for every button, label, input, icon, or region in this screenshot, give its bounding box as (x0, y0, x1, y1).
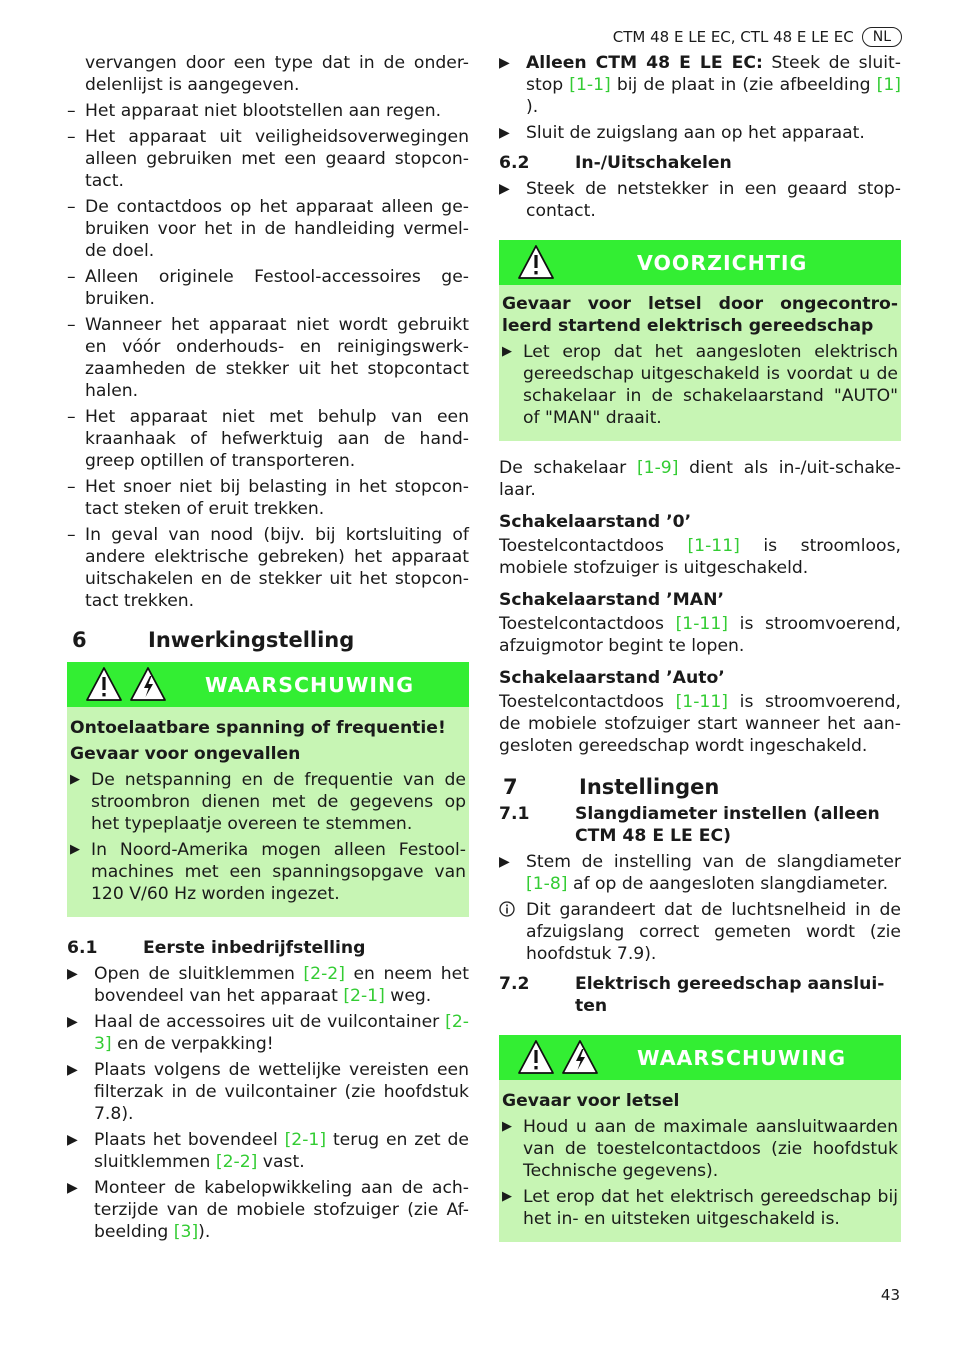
section-6-2-heading: 6.2 In-/Uitschakelen (499, 153, 732, 173)
figure-ref: [2-3] (94, 1012, 469, 1054)
caution-title: VOORZICHTIG (637, 250, 808, 275)
figure-ref: [2-2] (215, 1152, 258, 1172)
step-text (94, 1130, 469, 1172)
step-text-part: ). (526, 97, 539, 117)
step-text-part: vast. (257, 1152, 305, 1172)
warning-title: WAARSCHUWING (205, 672, 415, 697)
step-item (67, 963, 469, 1007)
dash-bullet: – (67, 407, 76, 427)
list-item (67, 266, 469, 310)
switch-state-title: Schakelaarstand ’0’ (499, 512, 692, 532)
arrow-bullet-icon: ▶ (499, 55, 510, 71)
step-text (94, 1178, 469, 1242)
step-item (67, 1177, 469, 1243)
arrow-bullet-icon: ▶ (67, 1132, 78, 1148)
step-text (526, 53, 901, 117)
warning-triangle-icon (85, 666, 123, 707)
dash-bullet: – (67, 525, 76, 545)
warning-box-voltage (67, 662, 469, 917)
list-item-text: Het apparaat niet met behulp van een kraanhaak of hefwerktuig aan de hand-greep optillen of transporteren. (85, 407, 469, 471)
warning-consequence: Gevaar voor ongevallen (70, 744, 301, 764)
warning-item (502, 341, 898, 429)
dash-bullet: – (67, 197, 76, 217)
figure-ref: [1-11] (687, 536, 740, 556)
arrow-bullet-icon: ▶ (502, 1189, 512, 1204)
figure-ref: [1-11] (675, 614, 729, 634)
section-7-1-heading: 7.1 Slangdiameter instellen (alleen CTM 48 E LE EC) (499, 804, 880, 846)
step-text-part: Plaats volgens de wettelijke vereisten een filterzak in de vuilcontainer (zie hoofdstuk 7.8). (94, 1060, 469, 1124)
electric-shock-icon (129, 666, 167, 707)
dash-bullet: – (67, 267, 76, 287)
warning-item-text: Houd u aan de maximale aansluitwaarden van de toestelcontactdoos (zie hoofdstuk Technische gegevens). (523, 1117, 898, 1181)
caution-box (499, 240, 901, 441)
step-text-part: en de verpakking! (111, 1034, 274, 1054)
figure-ref: [1-9] (636, 458, 679, 478)
dash-bullet: – (67, 315, 76, 335)
list-item-text: De contactdoos op het apparaat alleen ge-bruiken voor het in de handleiding vermel-de doel. (85, 197, 469, 261)
warning-item-text: Let erop dat het elektrisch gereedschap bij het in- en uitsteken uitgeschakeld is. (523, 1187, 898, 1229)
warning-hazard: Gevaar voor letsel (502, 1091, 680, 1111)
arrow-bullet-icon: ▶ (499, 854, 510, 870)
info-note-7-1: Dit garandeert dat de luchtsnelheid in de afzuigslang correct gemeten wordt (zie hoofdstuk 7.9). (499, 899, 901, 965)
list-item (67, 406, 469, 472)
dash-bullet: – (67, 477, 76, 497)
step-bold: Alleen CTM 48 E LE EC: (526, 53, 763, 73)
list-item (67, 524, 469, 612)
arrow-bullet-icon: ▶ (67, 966, 78, 982)
arrow-bullet-icon: ▶ (502, 344, 512, 359)
figure-ref: [2-1] (343, 986, 385, 1006)
switch-state-title: Schakelaarstand ’MAN’ (499, 590, 725, 610)
text-part: Toestelcontactdoos (499, 692, 676, 712)
arrow-bullet-icon: ▶ (67, 1014, 78, 1030)
step-text-part: Open de sluitklemmen (94, 964, 304, 984)
text-part: Toestelcontactdoos (499, 614, 676, 634)
switch-state-text (499, 691, 901, 757)
step-item (499, 122, 901, 144)
text-part: is stroomvoerend, de mobiele stofzuiger start wanneer het aan-gesloten gereedschap wordt ingeschakeld. (499, 692, 902, 756)
list-item-text: Het snoer niet bij belasting in het stopcon-tact steken of eruit trekken. (85, 477, 469, 519)
list-item-text: Het apparaat uit veiligheidsoverwegingen alleen gebruiken met een geaard stopcon-tact. (85, 127, 469, 191)
warning-item (502, 1186, 898, 1230)
figure-ref: [1-11] (675, 692, 729, 712)
warning-hazard: Ontoelaatbare spanning of frequentie! (70, 718, 446, 738)
step-6-2: ▶ Steek de netstekker in een geaard stop-contact. (499, 179, 901, 221)
list-item (67, 126, 469, 192)
step-text-part: Plaats het bovendeel (94, 1130, 285, 1150)
step-text-part: Steek de sluit-stop (526, 53, 901, 95)
dash-bullet: – (67, 101, 76, 121)
switch-states (499, 511, 901, 757)
list-item-text: Het apparaat niet blootstellen aan regen. (85, 101, 442, 121)
text-part: is stroomloos, mobiele stofzuiger is uitgeschakeld. (499, 536, 901, 578)
switch-state-text (499, 613, 901, 657)
switch-state-text (499, 535, 901, 579)
step-item (499, 52, 901, 118)
warning-item (70, 769, 466, 835)
language-badge: NL (862, 27, 902, 47)
warning-triangle-icon (517, 244, 555, 285)
warning-header (499, 1035, 901, 1080)
list-item (67, 476, 469, 520)
list-item-text: Alleen originele Festool-accessoires ge-bruiken. (85, 267, 469, 309)
switch-state-title: Schakelaarstand ’Auto’ (499, 668, 725, 688)
warning-header (67, 662, 469, 707)
step-item (67, 1011, 469, 1055)
caution-header (499, 240, 901, 285)
figure-ref: [2-1] (284, 1130, 327, 1150)
section-6-heading: 6 Inwerkingstelling (72, 628, 355, 652)
step-text (526, 123, 865, 143)
figure-ref: [2-2] (303, 964, 345, 984)
arrow-bullet-icon: ▶ (70, 772, 80, 787)
list-item-text: vervangen door een type dat in de onder-delenlijst is aangegeven. (85, 53, 469, 95)
warning-title: WAARSCHUWING (637, 1045, 847, 1070)
list-item (67, 314, 469, 402)
step-text-part: weg. (384, 986, 432, 1006)
step-text-part: Monteer de kabelopwikkeling aan de ach-terzijde van de mobiele stofzuiger (zie Af-beelding (94, 1178, 469, 1242)
warning-item (70, 839, 466, 905)
step-text (94, 964, 469, 1006)
page-number: 43 (880, 1286, 900, 1304)
steps-6-1 (67, 963, 469, 1243)
safety-list (67, 52, 469, 612)
figure-ref: [1-8] (526, 874, 568, 894)
switch-intro: De schakelaar [1-9] dient als in-/uit-schake-laar. (499, 458, 901, 500)
step-7-1: ▶ Stem de instelling van de slangdiameter [1-8] af op de aangesloten slangdiameter. (499, 852, 901, 894)
figure-ref: [1] (876, 75, 901, 95)
section-6-1-heading: 6.1 Eerste inbedrijfstelling (67, 938, 366, 958)
text-part: Toestelcontactdoos (499, 536, 688, 556)
step-text-part: ). (198, 1222, 211, 1242)
step-item (67, 1129, 469, 1173)
list-item-text: In geval van nood (bijv. bij kortsluiting of andere elektrische gebreken) het apparaat uitschakelen en de stekker uit het stopcon-tact trekken. (85, 525, 469, 611)
figure-ref: [3] (173, 1222, 199, 1242)
warning-triangle-icon (517, 1039, 555, 1080)
figure-ref: [1-1] (569, 75, 611, 95)
page-header (613, 27, 902, 47)
warning-item-text: In Noord-Amerika mogen alleen Festool-machines met een spanningsopgave van 120 V/60 Hz worden ingezet. (91, 840, 466, 904)
left-column (67, 52, 469, 1247)
step-text-part: terug en zet de sluitklemmen (94, 1130, 469, 1172)
arrow-bullet-icon: ▶ (499, 125, 510, 141)
arrow-bullet-icon: ▶ (67, 1062, 78, 1078)
list-item (67, 100, 469, 122)
step-item (67, 1059, 469, 1125)
warning-item-text: Let erop dat het aangesloten elektrisch gereedschap uitgeschakeld is voordat u de schakelaar in de schakelaarstand "AUTO" of "MAN" draait. (523, 342, 898, 428)
section-7-2-heading: 7.2 Elektrisch gereedschap aanslui-ten (499, 974, 885, 1016)
electric-shock-icon (561, 1039, 599, 1080)
caution-hazard: Gevaar voor letsel door ongecontro-leerd startend elektrisch gereedschap (502, 294, 898, 336)
steps-top (499, 52, 901, 144)
list-item (67, 196, 469, 262)
arrow-bullet-icon: ▶ (67, 1180, 78, 1196)
step-text-part: Haal de accessoires uit de vuilcontainer (94, 1012, 446, 1032)
list-item-text: Wanneer het apparaat niet wordt gebruikt en vóór onderhouds- en reinigingswerk-zaamheden de stekker uit het stopcontact halen. (85, 315, 469, 401)
continued-text (67, 52, 469, 96)
right-column (499, 52, 901, 1246)
step-text-part: en neem het bovendeel van het apparaat (94, 964, 469, 1006)
model-names: CTM 48 E LE EC, CTL 48 E LE EC (612, 28, 854, 46)
info-icon (499, 901, 515, 923)
dash-bullet: – (67, 127, 76, 147)
section-7-heading: 7 Instellingen (503, 775, 720, 799)
warning-box-tool (499, 1035, 901, 1242)
warning-item (502, 1116, 898, 1182)
step-text (94, 1012, 469, 1054)
arrow-bullet-icon: ▶ (70, 842, 80, 857)
warning-item-text: De netspanning en de frequentie van de stroombron dienen met de gegevens op het typeplaatje overeen te stemmen. (91, 770, 466, 834)
step-text-part: bij de plaat in (zie afbeelding (610, 75, 877, 95)
step-text-part: Sluit de zuigslang aan op het apparaat. (526, 123, 865, 143)
step-text (94, 1060, 469, 1124)
text-part: is stroomvoerend, afzuigmotor begint te lopen. (499, 614, 902, 656)
arrow-bullet-icon: ▶ (499, 181, 510, 197)
arrow-bullet-icon: ▶ (502, 1119, 512, 1134)
